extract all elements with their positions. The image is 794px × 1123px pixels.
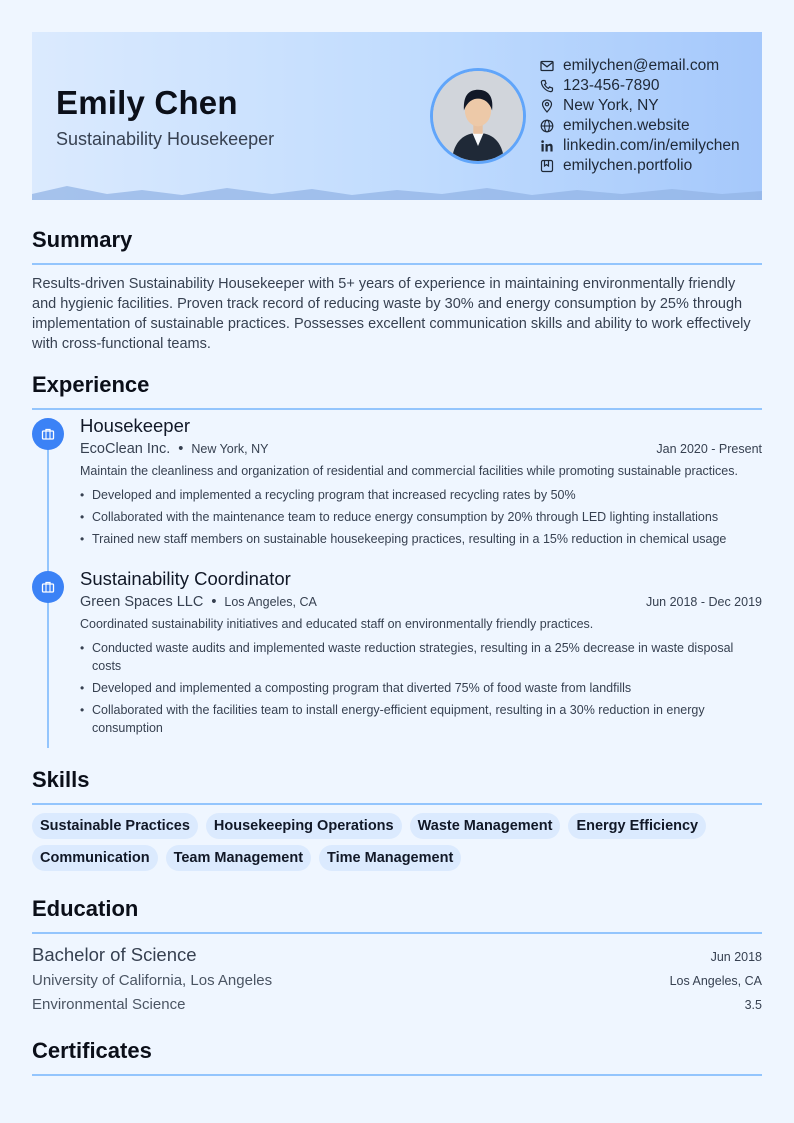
job-dates: Jun 2018 - Dec 2019 [645,595,762,609]
avatar-icon [433,71,523,161]
education-date: Jun 2018 [710,950,762,964]
location-icon [540,99,554,113]
job-company: EcoClean Inc. [80,441,171,457]
certificates-divider [32,1074,762,1076]
education-degree-row [32,944,762,966]
skills-row [32,845,762,871]
education-location: Los Angeles, CA [669,974,762,988]
profile-photo [430,68,526,164]
education-school: University of California, Los Angeles [32,972,273,989]
contact-linkedin-text: linkedin.com/in/emilychen [563,137,740,154]
job-title: Sustainability Coordinator [80,568,291,589]
job-description: Maintain the cleanliness and organization of residential and commercial facilities while promoting sustainable practices. [80,464,738,478]
briefcase-icon [32,571,64,603]
list-item: • Collaborated with the facilities team to install energy-efficient equipment, resulting in a 30% reduction in energy consumption [80,701,762,737]
skill-chip: Time Management [319,845,461,871]
education-degree: Bachelor of Science [32,944,197,965]
contact-website-text: emilychen.website [563,117,690,134]
skill-chip: Communication [32,845,158,871]
summary-divider [32,263,762,265]
job-location: Los Angeles, CA [224,595,317,609]
contact-linkedin[interactable] [540,136,740,156]
job-company-line: EcoClean Inc. • New York, NY [80,441,269,457]
summary-heading: Summary [32,227,133,252]
resume-header [32,32,762,200]
experience-divider [32,408,762,410]
skill-chip: Energy Efficiency [568,813,706,839]
job-bullets [80,486,762,552]
education-field: Environmental Science [32,996,186,1013]
job-description: Coordinated sustainability initiatives and educated staff on environmentally friendly practices. [80,617,594,631]
skills-heading: Skills [32,767,90,792]
briefcase-icon [32,418,64,450]
contact-location-text: New York, NY [563,97,659,114]
skill-chip: Sustainable Practices [32,813,198,839]
contact-email-text: emilychen@email.com [563,57,720,74]
list-item: • Trained new staff members on sustainable housekeeping practices, resulting in a 15% reduction in chemical usage [80,530,762,548]
job-company: Green Spaces LLC [80,594,204,610]
contact-portfolio[interactable] [540,156,740,176]
contact-phone[interactable] [540,76,740,96]
contact-portfolio-text: emilychen.portfolio [563,157,693,174]
job-company-line: Green Spaces LLC • Los Angeles, CA [80,594,317,610]
skills-row [32,813,762,839]
list-item: • Developed and implemented a recycling program that increased recycling rates by 50% [80,486,762,504]
education-gpa: 3.5 [744,998,762,1012]
globe-icon [540,119,554,133]
job-title: Housekeeper [80,415,191,436]
portfolio-icon [540,159,554,173]
education-heading: Education [32,896,139,921]
job-dates: Jan 2020 - Present [656,442,762,456]
contact-phone-text: 123-456-7890 [563,77,660,94]
list-item: • Collaborated with the maintenance team to reduce energy consumption by 20% through LED lighting installations [80,508,762,526]
linkedin-icon [540,139,554,153]
education-divider [32,932,762,934]
skills-divider [32,803,762,805]
education-school-row [32,972,762,989]
email-icon [540,59,554,73]
certificates-heading: Certificates [32,1038,152,1063]
contact-email[interactable] [540,56,740,76]
summary-text: Results-driven Sustainability Housekeeper with 5+ years of experience in maintaining environmentally friendly and hygienic facilities. Proven track record of reducing waste by 30% and energy consumption by 25% through implementation of sustainable practices. Possesses excellent communication skills and ability to work effectively with cross-functional teams. [32,276,751,352]
candidate-role: Sustainability Housekeeper [56,129,275,149]
skill-chip: Waste Management [410,813,561,839]
education-field-row [32,996,762,1013]
contact-website[interactable] [540,116,740,136]
skill-chip: Housekeeping Operations [206,813,402,839]
skills-list [32,813,762,877]
experience-heading: Experience [32,372,150,397]
contact-list [540,56,740,176]
candidate-name: Emily Chen [56,84,238,121]
job-bullets [80,639,762,741]
phone-icon [540,79,554,93]
list-item: • Conducted waste audits and implemented waste reduction strategies, resulting in a 25% decrease in waste disposal costs [80,639,762,675]
mountain-decoration [32,184,762,200]
job-location: New York, NY [191,442,269,456]
list-item: • Developed and implemented a composting program that diverted 75% of food waste from landfills [80,679,762,697]
contact-location [540,96,740,116]
skill-chip: Team Management [166,845,311,871]
